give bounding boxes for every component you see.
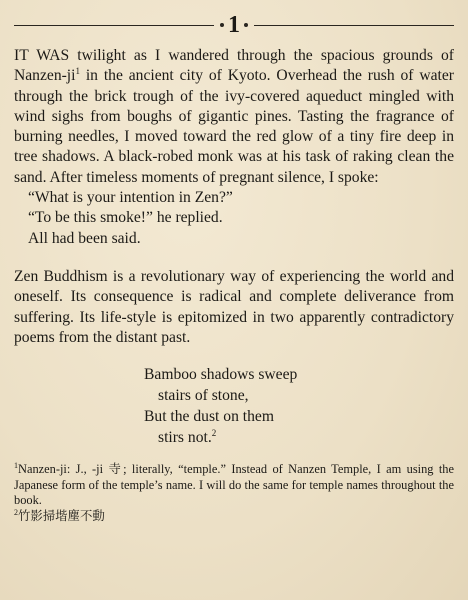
paragraph-zen-buddhism: Zen Buddhism is a revolutionary way of experiencing the world and oneself. Its consequence is radical and complete deliverance from suffering. Its life-style is epitomized in two apparently contradictory poems from the distant past. <box>14 267 454 346</box>
footnote-1-number: 1 <box>14 461 18 471</box>
ornament-dot-left <box>220 23 224 27</box>
poem-line-4-text: stirs not. <box>158 429 212 447</box>
footnote-2-text: 竹影掃堦塵不動 <box>18 508 105 523</box>
poem-line-2: stairs of stone, <box>158 387 249 405</box>
ornament-dot-right <box>244 23 248 27</box>
poem-line-3: But the dust on them <box>144 408 274 426</box>
header-rule-right <box>254 25 454 26</box>
footnote-2 <box>14 509 454 525</box>
chapter-header <box>14 10 454 40</box>
dialog-line-closing: All had been said. <box>28 229 141 247</box>
dialog-line-question: “What is your intention in Zen?” <box>28 189 233 207</box>
footnotes <box>14 462 454 524</box>
footnote-2-number: 2 <box>14 507 18 517</box>
poem <box>144 364 454 448</box>
footnote-1-text: Nanzen-ji: J., -ji 寺; literally, “temple.” Instead of Nanzen Temple, I am using the Japanese form of the temple’s name. I will do the same for temple names throughout the book. <box>14 462 454 508</box>
poem-line-1: Bamboo shadows sweep <box>144 366 298 384</box>
chapter-mark <box>214 13 254 37</box>
body-text <box>14 46 454 348</box>
header-rule-left <box>14 25 214 26</box>
dialog-line-reply: “To be this smoke!” he replied. <box>28 209 223 227</box>
paragraph-gap <box>14 249 454 267</box>
footnote-ref-1: 1 <box>75 66 80 77</box>
footnote-ref-2: 2 <box>211 427 217 438</box>
footnote-1 <box>14 462 454 509</box>
paragraph-opening <box>14 46 454 188</box>
paragraph-opening-part1: IT WAS twilight as I wandered through the spacious grounds of Nanzen-ji <box>14 47 454 85</box>
paragraph-opening-part2: in the ancient city of Kyoto. Overhead the rush of water through the brick trough of the ivy-covered aqueduct mingled with wind sighs from boughs of gigantic pines. Tasting the fragrance of burning needles, I moved toward the red glow of a tiny fire deep in tree shadows. A black-robed monk was at his task of raking clean the sand. After timeless moments of pregnant silence, I spoke: <box>14 67 454 186</box>
chapter-number: 1 <box>228 12 240 38</box>
poem-line-4 <box>144 427 454 448</box>
